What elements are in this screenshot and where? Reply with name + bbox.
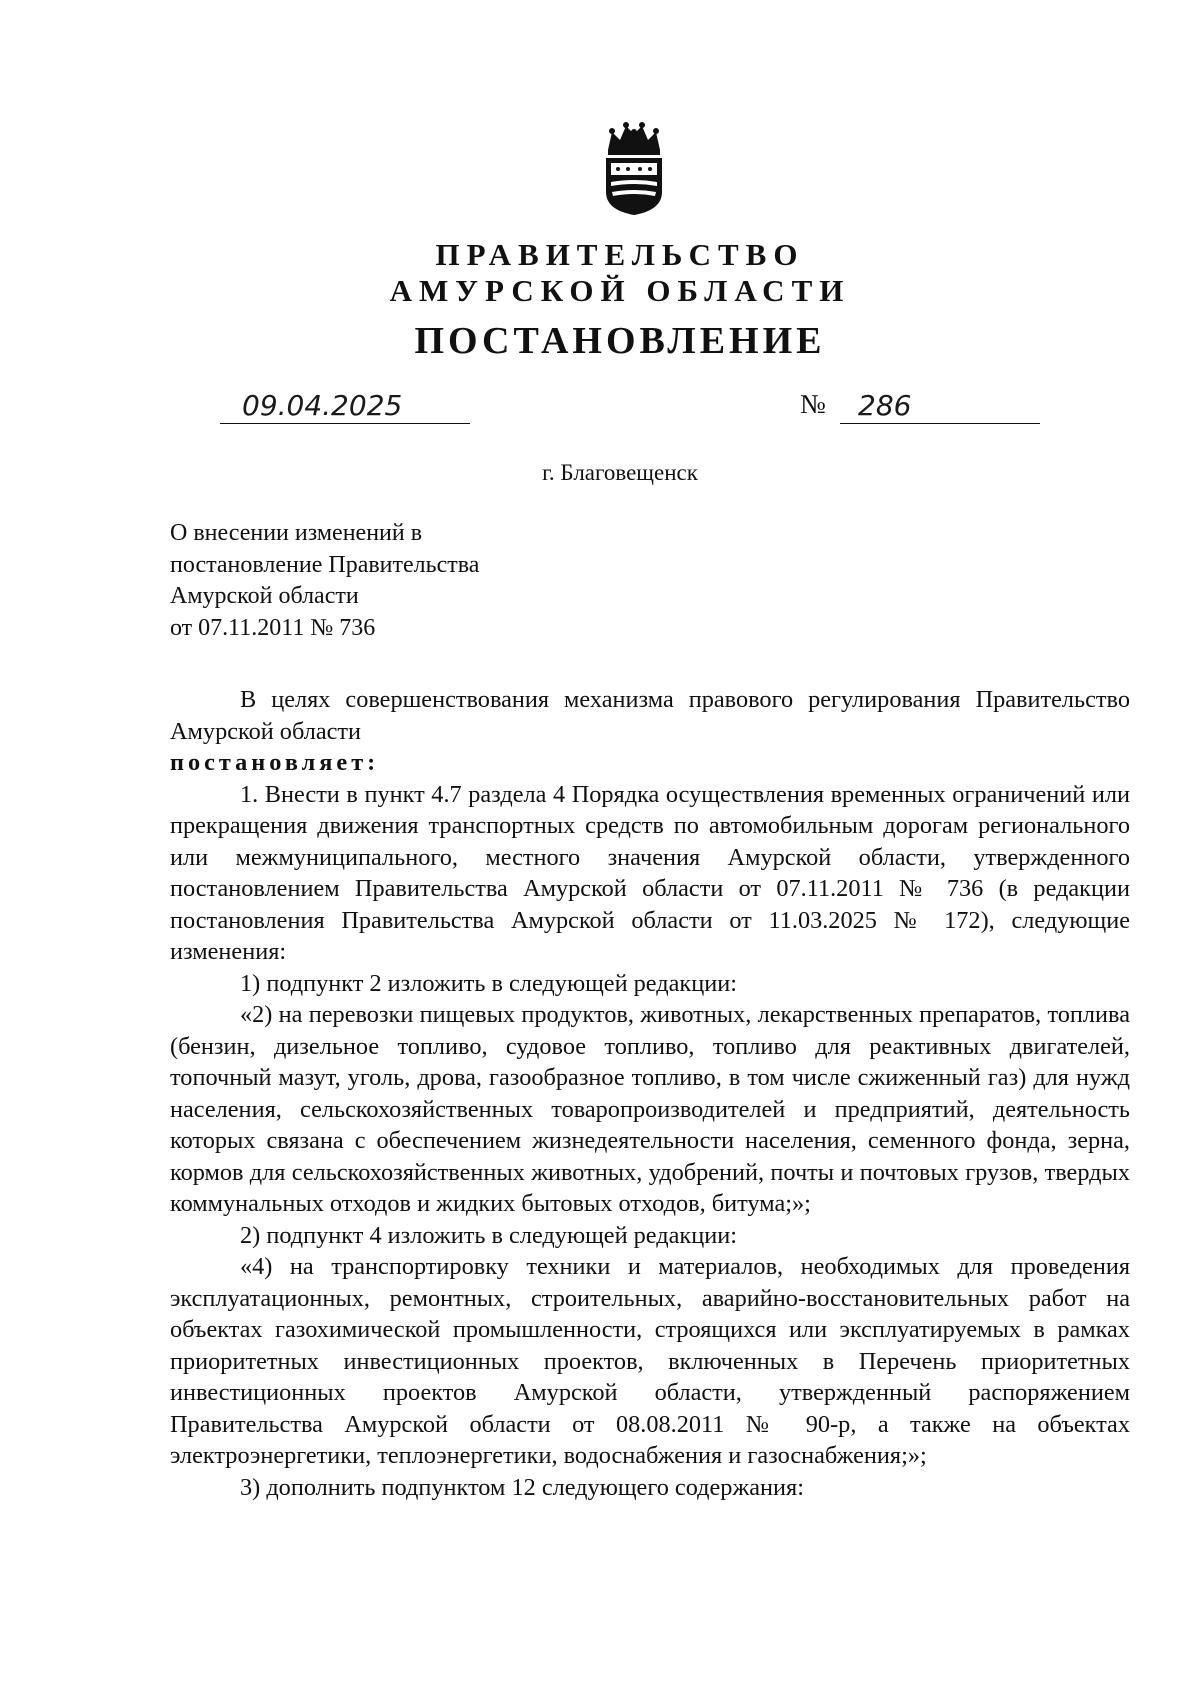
subitem-1-text: «2) на перевозки пищевых продуктов, животных, лекарственных препаратов, топлива (бензин, дизельное топливо, судовое топливо, топливо для реактивных двигателей, топочный мазут, уголь, дрова, газообразное топливо, в том числе сжиженный газ) для нужд населения, сельскохозяйственных товаропроизводителей и предприятий, деятельность которых связана с обеспечением жизнедеятельности населения, семенного фонда, зерна, кормов для сельскохозяйственных животных, удобрений, почты и почтовых грузов, твердых коммунальных отходов и жидких бытовых отходов, битума;»; <box>170 1001 1130 1217</box>
registration-number: 286 <box>840 388 1040 424</box>
coat-of-arms-icon <box>598 120 670 216</box>
preamble-paragraph: В целях совершенствования механизма правового регулирования Правительство Амурской области <box>170 686 1130 745</box>
organization-line-1: ПРАВИТЕЛЬСТВО <box>435 237 805 272</box>
document-subject <box>170 518 479 644</box>
subject-line: О внесении изменений в <box>170 520 423 546</box>
subject-line: постановление Правительства <box>170 551 480 578</box>
subitem-1-intro: 1) подпункт 2 изложить в следующей редакции: <box>240 969 737 997</box>
city-name: г. Благовещенск <box>542 460 698 485</box>
subitem-2-text: «4) на транспортировку техники и материалов, необходимых для проведения эксплуатационных, ремонтных, строительных, аварийно-восстановительных работ на объектах газохимической промышленности, строящихся или эксплуатируемых в рамках приоритетных инвестиционных проектов, включенных в Перечень приоритетных инвестиционных проектов Амурской области, утвержденный распоряжением Правительства Амурской области от 08.08.2011 № 90-р, а также на объектах электроэнергетики, теплоэнергетики, водоснабжения и газоснабжения;»; <box>170 1253 1130 1469</box>
organization-line-2: АМУРСКОЙ ОБЛАСТИ <box>389 273 851 308</box>
subitem-3-intro: 3) дополнить подпунктом 12 следующего содержания: <box>240 1473 804 1501</box>
item-1-paragraph: 1. Внести в пункт 4.7 раздела 4 Порядка осуществления временных ограничений или прекращения движения транспортных средств по автомобильным дорогам регионального или межмуниципального, местного значения Амурской области, утвержденного постановлением Правительства Амурской области от 07.11.2011 № 736 (в редакции постановления Правительства Амурской области от 11.03.2025 № 172), следующие изменения: <box>170 780 1130 965</box>
document-body <box>170 684 1130 1503</box>
subject-line: от 07.11.2011 № 736 <box>170 614 376 641</box>
resolves-keyword: постановляет: <box>170 749 380 776</box>
registration-date: 09.04.2025 <box>220 388 470 424</box>
subject-line: Амурской области <box>170 583 359 609</box>
number-label: № <box>800 389 826 419</box>
document-type-title: ПОСТАНОВЛЕНИЕ <box>414 320 826 362</box>
subitem-2-intro: 2) подпункт 4 изложить в следующей редакции: <box>240 1221 737 1249</box>
